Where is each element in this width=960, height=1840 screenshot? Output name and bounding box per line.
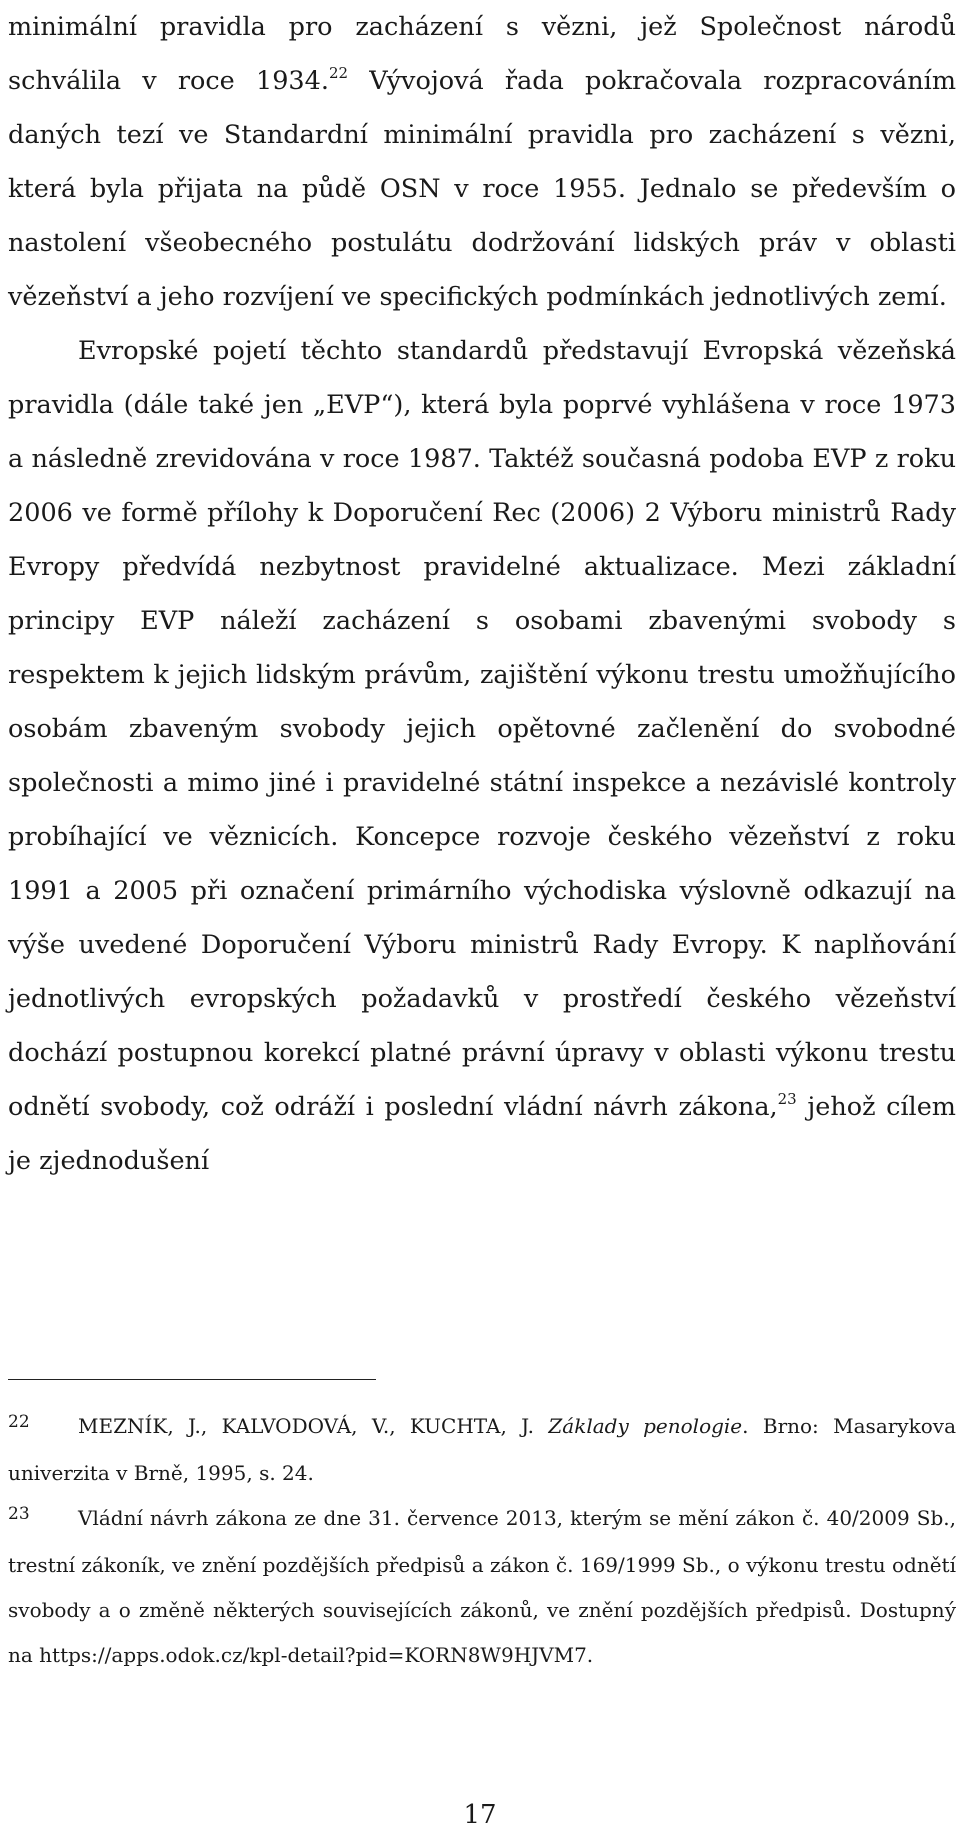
footnote-23	[8, 1496, 956, 1678]
footnote-separator	[8, 1379, 376, 1380]
paragraph-2-text-b: jehož cílem je zjednodušení	[8, 1092, 956, 1176]
footnotes	[8, 1404, 956, 1678]
paragraph-2-text-a: Evropské pojetí těchto standardů představují Evropská vězeňská pravidla (dále také jen „EVP“), která byla poprvé vyhlášena v roce 1973 a následně zrevidována v roce 1987. Taktéž současná podoba EVP z roku 2006 ve formě přílohy k Doporučení Rec (2006) 2 Výboru ministrů Rady Evropy předvídá nezbytnost pravidelné aktualizace. Mezi základní principy EVP náleží zacházení s osobami zbavenými svobody s respektem k jejich lidským právům, zajištění výkonu trestu umožňujícího osobám zbaveným svobody jejich opětovné začlenění do svobodné společnosti a mimo jiné i pravidelné státní inspekce a nezávislé kontroly probíhající ve věznicích. Koncepce rozvoje českého vězeňství z roku 1991 a 2005 při označení primárního východiska výslovně odkazují na výše uvedené Doporučení Výboru ministrů Rady Evropy. K naplňování jednotlivých evropských požadavků v prostředí českého vězeňství dochází postupnou korekcí platné právní úpravy v oblasti výkonu trestu odnětí svobody, což odráží i poslední vládní návrh zákona,	[8, 336, 956, 1122]
footnote-ref-22[interactable]: 22	[328, 64, 349, 82]
footnote-22	[8, 1404, 956, 1496]
page-body	[8, 0, 956, 1188]
footnote-ref-23[interactable]: 23	[777, 1090, 797, 1108]
paragraph-1	[8, 0, 956, 324]
footnote-text-end: . Brno: Masarykova univerzita v Brně, 1995, s. 24.	[8, 1414, 956, 1485]
paragraph-1-text-a: minimální pravidla pro zacházení s vězni, jež Společnost národů schválila v roce 1934.	[8, 12, 956, 96]
footnote-number: 23	[8, 1504, 30, 1524]
footnote-text: MEZNÍK, J., KALVODOVÁ, V., KUCHTA, J.	[78, 1414, 549, 1438]
footnote-text: Vládní návrh zákona ze dne 31. července 2013, kterým se mění zákon č. 40/2009 Sb., trestní zákoník, ve znění pozdějších předpisů a zákon č. 169/1999 Sb., o výkonu trestu odnětí svobody a o změně některých souvisejících zákonů, ve znění pozdějších předpisů. Dostupný na https://apps.odok.cz/kpl-detail?pid=KORN8W9HJVM7.	[8, 1506, 956, 1667]
page-number: 17	[463, 1800, 497, 1830]
paragraph-1-text-b: Vývojová řada pokračovala rozpracováním daných tezí ve Standardní minimální pravidla pro zacházení s vězni, která byla přijata na půdě OSN v roce 1955. Jednalo se především o nastolení všeobecného postulátu dodržování lidských práv v oblasti vězeňství a jeho rozvíjení ve specifických podmínkách jednotlivých zemí.	[8, 66, 956, 312]
footnote-number: 22	[8, 1412, 30, 1432]
main-text	[8, 0, 956, 1188]
paragraph-2	[8, 324, 956, 1188]
footnote-book-title: Základy penologie	[548, 1414, 743, 1438]
